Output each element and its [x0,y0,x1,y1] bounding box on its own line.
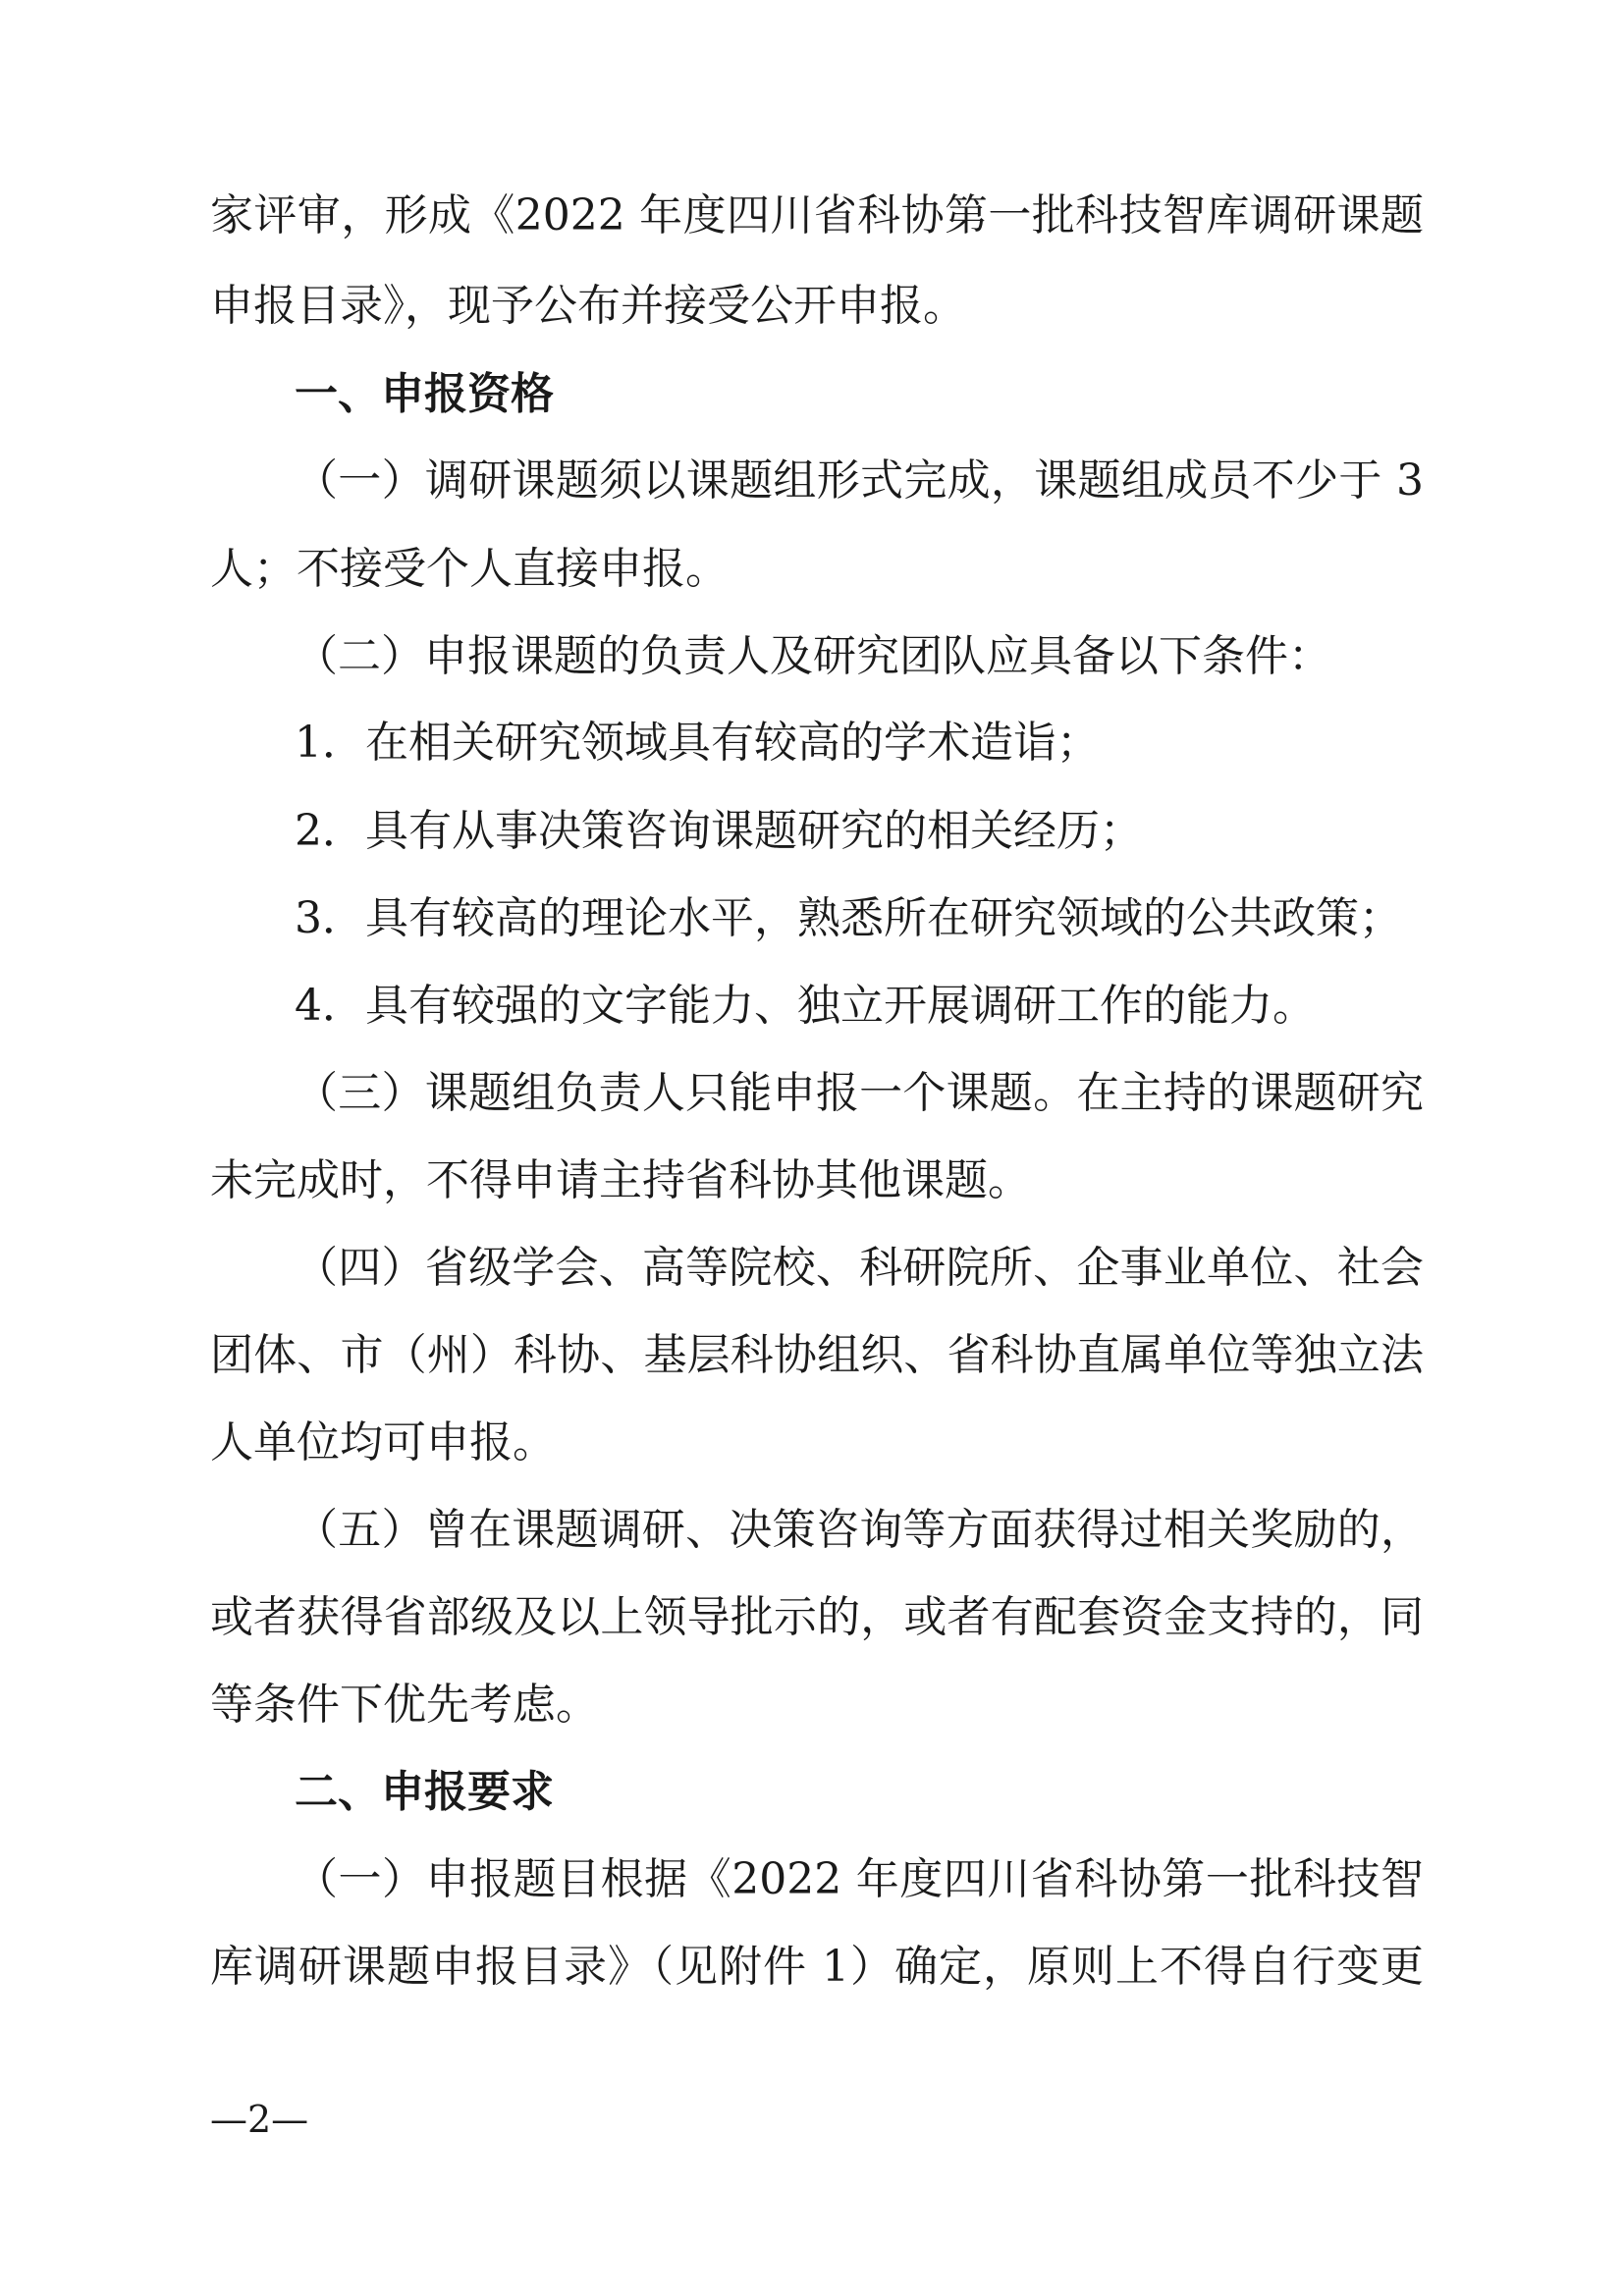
requirements-item-1-line-1: （一）申报题目根据《2022 年度四川省科协第一批科技智 [295,1854,1424,1904]
section-heading-eligibility: 一、申报资格 [295,369,554,419]
eligibility-item-1-line-2: 人；不接受个人直接申报。 [210,544,729,594]
eligibility-item-5-line-3: 等条件下优先考虑。 [210,1680,599,1730]
eligibility-item-1-line-1: （一）调研课题须以课题组形式完成，课题组成员不少于 3 [295,455,1424,506]
intro-line-2: 申报目录》，现予公布并接受公开申报。 [210,281,966,331]
eligibility-item-4-line-3: 人单位均可申报。 [210,1417,556,1468]
eligibility-item-2: （二）申报课题的负责人及研究团队应具备以下条件： [295,631,1331,681]
condition-4: 4．具有较强的文字能力、独立开展调研工作的能力。 [295,981,1316,1031]
requirements-item-1-line-2: 库调研课题申报目录》（见附件 1）确定，原则上不得自行变更 [210,1942,1424,1992]
eligibility-item-5-line-2: 或者获得省部级及以上领导批示的，或者有配套资金支持的，同 [210,1592,1424,1642]
eligibility-item-3-line-2: 未完成时，不得申请主持省科协其他课题。 [210,1155,1031,1205]
eligibility-item-5-line-1: （五）曾在课题调研、决策咨询等方面获得过相关奖励的， [295,1505,1424,1555]
intro-line-1: 家评审，形成《2022 年度四川省科协第一批科技智库调研课题 [210,190,1424,240]
eligibility-item-4-line-2: 团体、市（州）科协、基层科协组织、省科协直属单位等独立法 [210,1330,1424,1380]
condition-3: 3．具有较高的理论水平，熟悉所在研究领域的公共政策； [295,893,1402,943]
page-number: —2— [210,2098,309,2141]
condition-1: 1．在相关研究领域具有较高的学术造诣； [295,718,1100,768]
condition-2: 2．具有从事决策咨询课题研究的相关经历； [295,806,1143,856]
eligibility-item-3-line-1: （三）课题组负责人只能申报一个课题。在主持的课题研究 [295,1068,1424,1118]
eligibility-item-4-line-1: （四）省级学会、高等院校、科研院所、企事业单位、社会 [295,1243,1424,1293]
section-heading-requirements: 二、申报要求 [295,1767,554,1817]
